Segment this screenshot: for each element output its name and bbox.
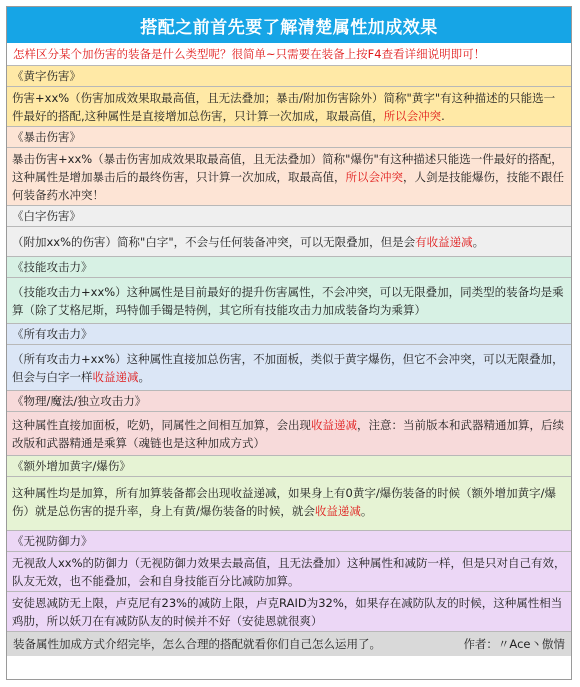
- section-text: 伤害+xx%（伤害加成效果取最高值，且无法叠加；暴击/附加伤害除外）简称"黄字"有这种描述的只能选一件最好的搭配,这种属性是直接增加总伤害，只计算一次加成，取最高值，: [12, 91, 556, 123]
- section-text: 这种属性直接加面板，吃奶，同属性之间相互加算，会出现: [12, 418, 311, 432]
- footer: [7, 632, 571, 656]
- section-text: 暴击伤害+xx%（暴击伤害加成效果取最高值，且无法叠加）简称"爆伤"有这种描述只能选一件最好的搭配，这种属性是增加暴击后的最终伤害，只计算一次加成，取最高值，: [12, 152, 563, 184]
- section-body-yellow-damage: [7, 87, 571, 127]
- document: [6, 6, 572, 680]
- footer-author: 作者：〃Ace丶傲情: [463, 637, 565, 651]
- section-heading-extra-yellow-crit: 《额外增加黄字/爆伤》: [7, 456, 571, 477]
- section-heading-crit-damage: 《暴击伤害》: [7, 127, 571, 148]
- section-body-white-damage: [7, 227, 571, 257]
- section-text: 无视敌人xx%的防御力（无视防御力效果去最高值，且无法叠加）这种属性和减防一样，但是只对自己有效，队友无效，也不能叠加，会和自身技能百分比减防加算。: [12, 556, 566, 588]
- section-tail: 。: [472, 234, 485, 249]
- section-body-crit-damage: [7, 148, 571, 206]
- section-body-ignore-defense: [7, 552, 571, 592]
- subtitle-note: 怎样区分某个加伤害的装备是什么类型呢？很简单~只需要在装备上按F4查看详细说明即可！: [7, 43, 571, 66]
- section-body-skill-attack: [7, 278, 571, 324]
- section-highlight: 有收益递减: [415, 234, 473, 249]
- section-highlight: 收益递减: [92, 370, 139, 384]
- section-highlight: 所以会冲突: [383, 109, 442, 123]
- section-heading-ignore-defense: 《无视防御力》: [7, 531, 571, 552]
- section-tail: .: [441, 109, 445, 123]
- footer-text: 装备属性加成方式介绍完毕，怎么合理的搭配就看你们自己怎么运用了。: [13, 637, 381, 651]
- section-body-all-attack: [7, 345, 571, 391]
- section-text: 这种属性均是加算，所有加算装备都会出现收益递减，如果身上有0黄字/爆伤装备的时候（额外增加黄字/爆伤）就是总伤害的提升率，身上有黄/爆伤装备的时候，就会: [12, 486, 557, 518]
- section-tail: 。: [138, 370, 150, 384]
- section-highlight: 收益递减: [311, 418, 357, 432]
- section-highlight: 所以会冲突: [345, 170, 403, 184]
- section-heading-all-attack: 《所有攻击力》: [7, 324, 571, 345]
- section-tail: ，注意：当前版本和武器精通加算，后续改版和武器精通是乘算（魂链也是这种加成方式）: [12, 418, 564, 450]
- section-highlight: 收益递减: [314, 504, 361, 518]
- section-tail: ，人剑是技能爆伤，技能不跟任何装备药水冲突！: [12, 170, 564, 202]
- section-extra-ignore-defense: [7, 592, 571, 632]
- section-heading-white-damage: 《白字伤害》: [7, 206, 571, 227]
- section-tail: 。: [360, 504, 373, 518]
- section-text: （技能攻击力+xx%）这种属性是目前最好的提升伤害属性，不会冲突，可以无限叠加，同类型的装备均是乘算（除了艾格尼斯，玛特伽手镯是特例，其它所有技能攻击力加成装备均为乘算）: [12, 285, 564, 317]
- section-extra-text: 安徒恩减防无上限，卢克尼有23%的减防上限，卢克RAID为32%，如果存在减防队友的时候，这种属性相当鸡肋，所以妖刀在有减防队友的时候并不好（安徒恩就很爽）: [12, 596, 563, 628]
- section-heading-phys-magic-indep: 《物理/魔法/独立攻击力》: [7, 391, 571, 412]
- section-text: （所有攻击力+xx%）这种属性直接加总伤害，不加面板，类似于黄字爆伤，但它不会冲突，可以无限叠加，但会与白字一样: [12, 352, 564, 384]
- section-heading-skill-attack: 《技能攻击力》: [7, 257, 571, 278]
- section-text: （附加xx%的伤害）简称"白字"，不会与任何装备冲突，可以无限叠加，但是会: [12, 234, 416, 249]
- section-body-phys-magic-indep: [7, 412, 571, 456]
- page-title: 搭配之前首先要了解清楚属性加成效果: [7, 7, 571, 43]
- section-body-extra-yellow-crit: [7, 477, 571, 531]
- section-heading-yellow-damage: 《黄字伤害》: [7, 66, 571, 87]
